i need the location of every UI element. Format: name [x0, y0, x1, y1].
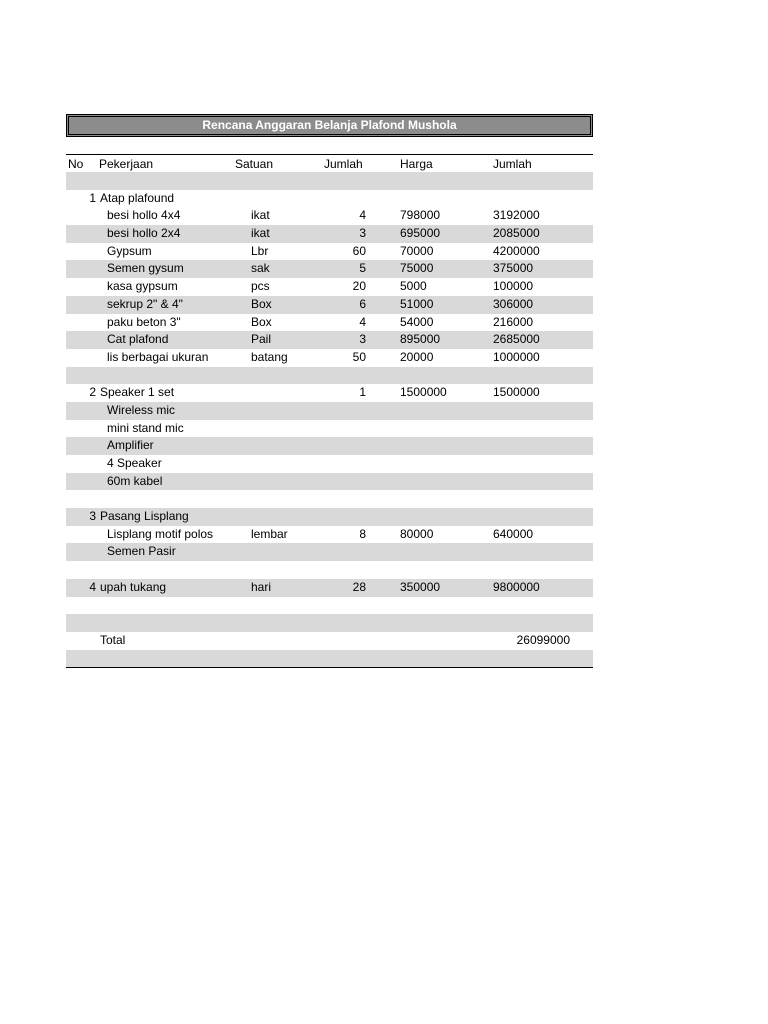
header-pekerjaan[interactable]: Pekerjaan: [99, 157, 154, 171]
blank-row: [66, 597, 593, 615]
cell-pekerjaan[interactable]: Amplifier: [107, 438, 154, 453]
cell-jumlah-total[interactable]: 100000: [493, 279, 534, 294]
table-body: [66, 172, 593, 667]
cell-no[interactable]: 2: [89, 385, 96, 400]
cell-jumlah-total[interactable]: 306000: [493, 296, 534, 311]
header-harga[interactable]: Harga: [400, 157, 433, 171]
cell-jumlah[interactable]: 60: [352, 243, 366, 258]
cell-no[interactable]: 3: [89, 509, 96, 524]
table-row: [66, 384, 593, 402]
cell-harga[interactable]: 20000: [400, 349, 434, 364]
cell-satuan[interactable]: sak: [251, 261, 270, 276]
cell-pekerjaan[interactable]: lis berbagai ukuran: [107, 349, 209, 364]
table-row: [66, 508, 593, 526]
cell-jumlah[interactable]: 20: [352, 279, 366, 294]
cell-jumlah[interactable]: 28: [352, 579, 366, 594]
table-row: [66, 455, 593, 473]
table-row: [66, 543, 593, 561]
cell-harga[interactable]: 70000: [400, 243, 434, 258]
cell-satuan[interactable]: pcs: [251, 279, 270, 294]
cell-harga[interactable]: 798000: [400, 208, 441, 223]
header-jumlah-total[interactable]: Jumlah: [493, 157, 532, 171]
cell-jumlah[interactable]: 6: [359, 296, 366, 311]
cell-jumlah[interactable]: 50: [352, 349, 366, 364]
cell-harga[interactable]: 350000: [400, 579, 441, 594]
cell-harga[interactable]: 75000: [400, 261, 434, 276]
header-no[interactable]: No: [68, 157, 84, 171]
table-bottom-border: [66, 667, 593, 668]
blank-row: [66, 614, 593, 632]
table-row: [66, 207, 593, 225]
cell-pekerjaan[interactable]: Speaker 1 set: [100, 385, 175, 400]
table-row: [66, 331, 593, 349]
cell-jumlah-total[interactable]: 640000: [493, 526, 534, 541]
cell-jumlah-total[interactable]: 375000: [493, 261, 534, 276]
cell-harga[interactable]: 54000: [400, 314, 434, 329]
cell-satuan[interactable]: ikat: [251, 226, 270, 241]
sheet-title[interactable]: Rencana Anggaran Belanja Plafond Mushola: [66, 114, 593, 137]
cell-harga[interactable]: 895000: [400, 332, 441, 347]
table-row: [66, 260, 593, 278]
table-row: [66, 349, 593, 367]
table-row: [66, 437, 593, 455]
cell-harga[interactable]: 51000: [400, 296, 434, 311]
table-row: [66, 579, 593, 597]
cell-harga[interactable]: 695000: [400, 226, 441, 241]
cell-no[interactable]: 4: [89, 579, 96, 594]
cell-jumlah-total[interactable]: 216000: [493, 314, 534, 329]
table-header-row: [66, 154, 593, 172]
cell-jumlah-total[interactable]: 9800000: [493, 579, 540, 594]
blank-row: [66, 367, 593, 385]
cell-pekerjaan[interactable]: mini stand mic: [107, 420, 184, 435]
cell-satuan[interactable]: Box: [251, 314, 272, 329]
blank-row: [66, 650, 593, 668]
cell-jumlah[interactable]: 4: [359, 208, 366, 223]
header-satuan[interactable]: Satuan: [235, 157, 274, 171]
header-jumlah[interactable]: Jumlah: [324, 157, 363, 171]
cell-satuan[interactable]: lembar: [251, 526, 288, 541]
cell-pekerjaan[interactable]: Semen Pasir: [107, 544, 176, 559]
table-row: [66, 243, 593, 261]
blank-row: [66, 490, 593, 508]
table-row: [66, 420, 593, 438]
cell-pekerjaan[interactable]: 60m kabel: [107, 473, 163, 488]
table-row: [66, 526, 593, 544]
total-label[interactable]: Total: [100, 632, 126, 647]
cell-pekerjaan[interactable]: Lisplang motif polos: [107, 526, 214, 541]
cell-pekerjaan[interactable]: paku beton 3": [107, 314, 181, 329]
cell-jumlah-total[interactable]: 1500000: [493, 385, 540, 400]
cell-pekerjaan[interactable]: sekrup 2" & 4": [107, 296, 183, 311]
cell-satuan[interactable]: ikat: [251, 208, 270, 223]
cell-pekerjaan[interactable]: besi hollo 2x4: [107, 226, 181, 241]
cell-pekerjaan[interactable]: 4 Speaker: [107, 456, 162, 470]
cell-jumlah[interactable]: 3: [359, 226, 366, 241]
cell-jumlah-total[interactable]: 2085000: [493, 226, 540, 241]
cell-jumlah[interactable]: 1: [359, 385, 366, 400]
total-row: [66, 632, 593, 650]
cell-no[interactable]: 1: [89, 190, 96, 205]
cell-jumlah[interactable]: 3: [359, 332, 366, 347]
cell-satuan[interactable]: Box: [251, 296, 272, 311]
cell-satuan[interactable]: hari: [251, 579, 272, 594]
cell-satuan[interactable]: batang: [251, 349, 288, 364]
table-row: [66, 190, 593, 208]
cell-satuan[interactable]: Lbr: [251, 243, 269, 258]
cell-jumlah[interactable]: 5: [359, 261, 366, 276]
table-row: [66, 278, 593, 296]
cell-harga[interactable]: 1500000: [400, 385, 447, 400]
cell-pekerjaan[interactable]: Semen gysum: [107, 261, 184, 276]
blank-row: [66, 561, 593, 579]
grand-total-value[interactable]: 26099000: [516, 632, 570, 647]
table-row: [66, 225, 593, 243]
table-row: [66, 473, 593, 491]
cell-jumlah-total[interactable]: 4200000: [493, 243, 540, 258]
table-row: [66, 314, 593, 332]
cell-jumlah-total[interactable]: 3192000: [493, 208, 540, 223]
blank-row: [66, 172, 593, 190]
cell-jumlah[interactable]: 4: [359, 314, 366, 329]
cell-pekerjaan[interactable]: kasa gypsum: [107, 279, 178, 294]
cell-pekerjaan[interactable]: Wireless mic: [107, 402, 175, 417]
cell-jumlah-total[interactable]: 1000000: [493, 349, 540, 364]
cell-pekerjaan[interactable]: Pasang Lisplang: [100, 509, 189, 524]
cell-pekerjaan[interactable]: Atap plafound: [100, 190, 175, 205]
table-row: [66, 296, 593, 314]
cell-pekerjaan[interactable]: besi hollo 4x4: [107, 208, 181, 223]
cell-satuan[interactable]: Pail: [251, 332, 272, 347]
cell-pekerjaan[interactable]: Gypsum: [107, 243, 152, 258]
cell-harga[interactable]: 80000: [400, 526, 434, 541]
table-row: [66, 402, 593, 420]
cell-jumlah[interactable]: 8: [359, 526, 366, 541]
cell-jumlah-total[interactable]: 2685000: [493, 332, 540, 347]
cell-harga[interactable]: 5000: [400, 279, 427, 294]
cell-pekerjaan[interactable]: Cat plafond: [107, 332, 169, 347]
cell-pekerjaan[interactable]: upah tukang: [100, 579, 167, 594]
